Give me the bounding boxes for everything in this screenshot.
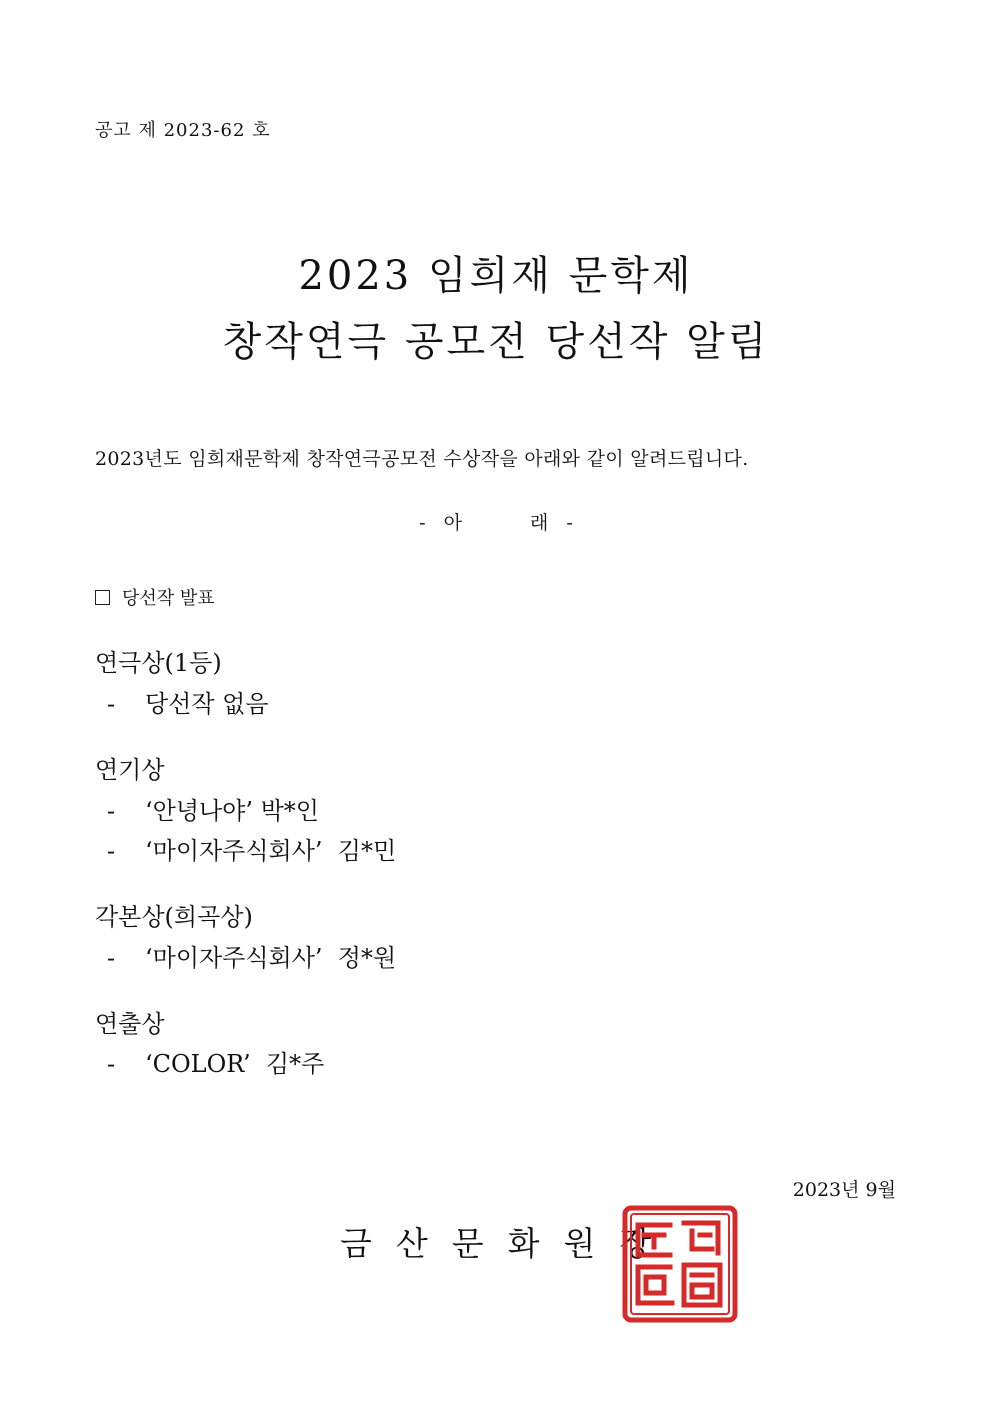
- award-item: [107, 831, 396, 866]
- award-item: [107, 791, 319, 826]
- award-item-text: ‘COLOR’ 김*주: [145, 1050, 325, 1078]
- list-dash: -: [107, 1050, 116, 1078]
- below-marker: [0, 508, 992, 535]
- award-item: [107, 1044, 324, 1079]
- award-item-text: ‘안녕나야’ 박*인: [145, 797, 319, 825]
- issuer-signature: 금산문화원장: [340, 1224, 676, 1263]
- award-item-text: ‘마이자주식회사’ 김*민: [145, 837, 397, 865]
- below-dash-left: -: [419, 512, 426, 534]
- section-heading: [95, 584, 215, 610]
- below-dash-right: -: [566, 512, 573, 534]
- award-category-directing: 연출상: [95, 1010, 165, 1038]
- award-item: [107, 938, 396, 973]
- below-word-2: 래: [530, 512, 549, 534]
- section-heading-label: 당선작 발표: [122, 588, 215, 609]
- award-category-play: 연극상(1등): [95, 649, 222, 677]
- list-dash: -: [107, 837, 116, 865]
- award-category-script: 각본상(희곡상): [95, 903, 253, 931]
- intro-paragraph: 2023년도 임희재문학제 창작연극공모전 수상작을 아래와 같이 알려드립니다.: [95, 448, 749, 470]
- award-item-text: 당선작 없음: [145, 690, 269, 718]
- award-item: [107, 684, 269, 719]
- list-dash: -: [107, 797, 116, 825]
- official-seal-icon: [622, 1205, 738, 1323]
- list-dash: -: [107, 944, 116, 972]
- checkbox-icon: [95, 590, 110, 605]
- award-category-acting: 연기상: [95, 756, 165, 784]
- list-dash: -: [107, 690, 116, 718]
- document-title-line1: 2023 임희재 문학제: [298, 253, 694, 299]
- document-title-line2: 창작연극 공모전 당선작 알림: [222, 319, 770, 365]
- notice-number: 공고 제 2023-62 호: [95, 120, 271, 141]
- award-item-text: ‘마이자주식회사’ 정*원: [145, 944, 397, 972]
- issue-date: 2023년 9월: [792, 1179, 896, 1201]
- below-word-1: 아: [443, 512, 462, 534]
